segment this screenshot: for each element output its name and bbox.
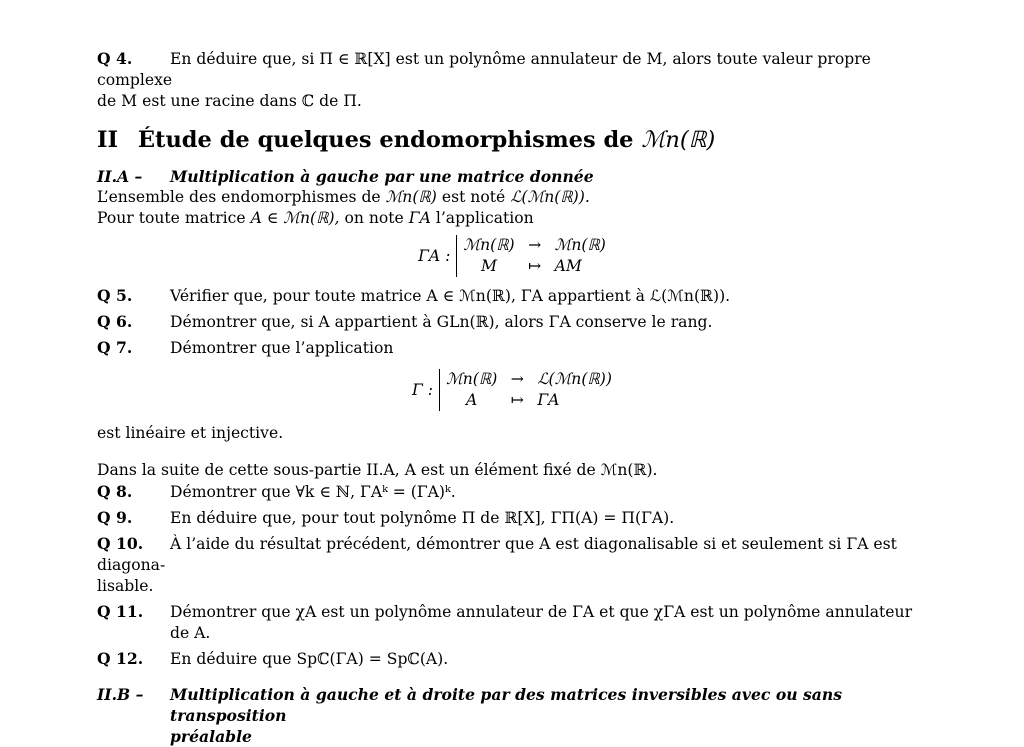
section-number: II	[97, 127, 119, 153]
question-9	[97, 507, 927, 529]
map-domain: ℳn(ℝ)	[446, 370, 498, 388]
question-label: Q 4.	[97, 49, 133, 68]
subsection-title: Multiplication à gauche par une matrice donnée	[170, 167, 594, 186]
question-text: Démontrer que l’application	[170, 339, 394, 357]
map-definition	[456, 235, 606, 277]
map-definition	[439, 369, 612, 411]
question-4	[97, 48, 927, 112]
text: est noté	[441, 188, 506, 206]
question-8	[97, 481, 927, 503]
question-text-continued: de M est une racine dans ℂ de Π.	[97, 92, 362, 110]
question-text: À l’aide du résultat précédent, démontrer que A est diagonalisable si et seulement si ΓA est diagona-	[97, 535, 897, 574]
text: on note	[344, 209, 404, 227]
text: Pour toute matrice	[97, 209, 246, 227]
intro-line-2	[97, 208, 927, 229]
section-title: Étude de quelques endomorphismes de	[137, 127, 634, 153]
subsection-a-heading	[97, 166, 927, 187]
question-7	[97, 337, 927, 359]
map-element: A	[466, 391, 478, 409]
map-domain: ℳn(ℝ)	[463, 236, 515, 254]
map-image: AM	[554, 257, 582, 275]
question-label: Q 11.	[97, 602, 144, 621]
text: L’ensemble des endomorphismes de	[97, 188, 381, 206]
question-label: Q 12.	[97, 649, 144, 668]
map-element: M	[481, 257, 497, 275]
section-title-math: ℳn(ℝ)	[641, 127, 716, 153]
math: ℳn(ℝ)	[385, 188, 437, 206]
subsection-label: II.B –	[97, 685, 144, 704]
math: ΓA	[408, 209, 431, 227]
map-arrow: →	[510, 370, 524, 388]
math: A ∈ ℳn(ℝ),	[250, 209, 340, 227]
suite-text: Dans la suite de cette sous-partie II.A, A est un élément fixé de ℳn(ℝ).	[97, 461, 658, 479]
question-text: En déduire que, si Π ∈ ℝ[X] est un polynôme annulateur de M, alors toute valeur propre complexe	[97, 50, 871, 89]
question-5	[97, 285, 927, 307]
question-text: En déduire que, pour tout polynôme Π de ℝ[X], ΓΠ(A) = Π(ΓA).	[170, 509, 675, 527]
question-text: Démontrer que, si A appartient à GLn(ℝ), alors ΓA conserve le rang.	[170, 313, 713, 331]
map-mapsto: ↦	[510, 391, 524, 409]
text: l’application	[435, 209, 534, 227]
question-label: Q 6.	[97, 312, 133, 331]
question-6	[97, 311, 927, 333]
map-codomain: ℳn(ℝ)	[554, 236, 606, 254]
question-label: Q 7.	[97, 338, 133, 357]
question-label: Q 5.	[97, 286, 133, 305]
question-text: Vérifier que, pour toute matrice A ∈ ℳn(ℝ), ΓA appartient à ℒ(ℳn(ℝ)).	[170, 287, 731, 305]
section-heading	[97, 126, 927, 154]
map-codomain: ℒ(ℳn(ℝ))	[537, 370, 612, 388]
subsection-title-line-2: préalable	[170, 727, 252, 746]
question-text: En déduire que Spℂ(ΓA) = Spℂ(A).	[170, 650, 449, 668]
question-label: Q 8.	[97, 482, 133, 501]
map-image: ΓA	[537, 391, 560, 409]
question-label: Q 10.	[97, 534, 144, 553]
question-10	[97, 533, 927, 597]
after-map-text: est linéaire et injective.	[97, 424, 284, 442]
question-12	[97, 648, 927, 670]
map-gamma-a	[97, 235, 927, 277]
question-text-continued: lisable.	[97, 577, 154, 595]
subsection-b-heading	[97, 684, 927, 747]
subsection-label: II.A –	[97, 167, 143, 186]
question-label: Q 9.	[97, 508, 133, 527]
intro-line-1	[97, 187, 927, 208]
subsection-title-line-1: Multiplication à gauche et à droite par des matrices inversibles avec ou sans transposition	[170, 685, 842, 725]
map-name: ΓA :	[418, 246, 451, 265]
map-name: Γ :	[412, 380, 434, 399]
map-gamma	[97, 369, 927, 411]
question-text: Démontrer que χA est un polynôme annulateur de ΓA et que χΓA est un polynôme annulateur de A.	[170, 603, 913, 642]
question-11	[97, 601, 927, 644]
subsection-title	[170, 684, 927, 747]
map-mapsto: ↦	[528, 257, 542, 275]
document-page	[97, 48, 927, 747]
math: ℒ(ℳn(ℝ)).	[510, 188, 590, 206]
map-arrow: →	[528, 236, 542, 254]
question-text: Démontrer que ∀k ∈ ℕ, ΓAᵏ = (ΓA)ᵏ.	[170, 483, 456, 501]
